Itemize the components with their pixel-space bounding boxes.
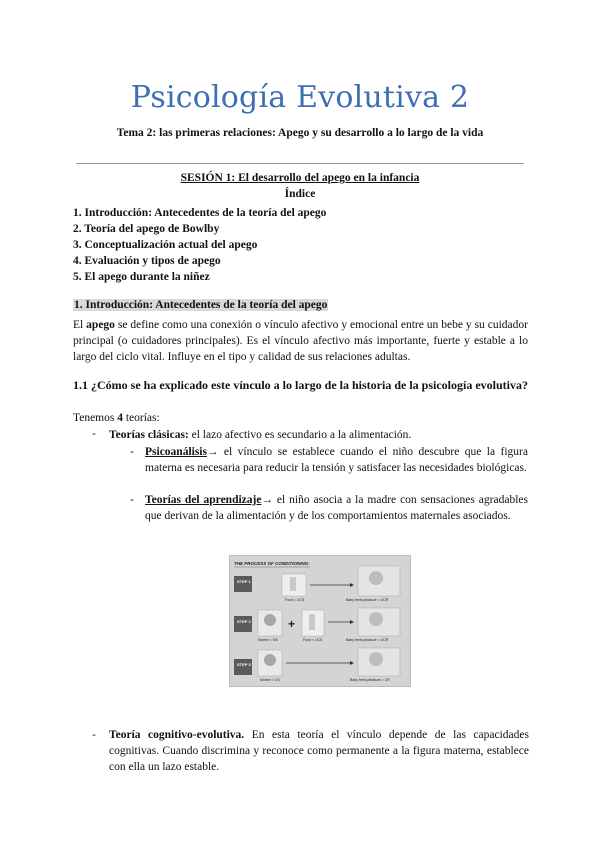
- index-heading: Índice: [284, 188, 316, 200]
- toc-item: 2. Teoría del apego de Bowlby: [73, 223, 220, 235]
- conditioning-diagram: [230, 556, 410, 686]
- toc-item: 5. El apego durante la niñez: [73, 271, 210, 283]
- aprendizaje-item: Teorías del aprendizaje→ el niño asocia a la madre con sensaciones agradables que derivan de la alimentación y de los comportamientos maternales asociados.: [145, 494, 528, 522]
- theories-intro: Tenemos 4 teorías:: [73, 412, 160, 424]
- table-of-contents: [73, 205, 326, 285]
- document-title: Psicología Evolutiva 2: [130, 80, 470, 115]
- svg-text:Mother = CS: Mother = CS: [260, 678, 280, 682]
- psicoanalisis-item: Psicoanálisis→ el vínculo se establece cuando el niño descubre que la figura materna es necesaria para reducir la tensión y satisfacer las necesidades biológicas.: [145, 446, 528, 474]
- apego-definition-paragraph: El apego se define como una conexión o vínculo afectivo y emocional entre un bebe y su cuidador principal (o cuidadores principales). Es el vínculo afectivo más importante, fuerte y estable a lo largo del ciclo vital. Influye en el tipo y calidad de sus relaciones adultas.: [73, 319, 528, 363]
- step1-label: STEP 1: [237, 579, 251, 584]
- document-subtitle: Tema 2: las primeras relaciones: Apego y su desarrollo a lo largo de la vida: [116, 127, 484, 139]
- conditioning-figure: [229, 555, 411, 687]
- step2-label: STEP 2: [237, 619, 251, 624]
- toc-item: 4. Evaluación y tipos de apego: [73, 255, 221, 267]
- bullet-dash: -: [92, 428, 96, 440]
- cognitive-theory-item: Teoría cognitivo-evolutiva. En esta teoría el vínculo depende de las capacidades cognitivas. Cuando discrimina y reconoce como permanente a la figura materna, establece con ella un lazo estable.: [109, 729, 529, 773]
- step3-label: STEP 3: [237, 662, 251, 667]
- svg-text:Food = UCS: Food = UCS: [303, 638, 323, 642]
- svg-text:Baby feels pleasure = UCR: Baby feels pleasure = UCR: [346, 638, 389, 642]
- toc-item: 3. Conceptualización actual del apego: [73, 239, 258, 251]
- bullet-dash: -: [92, 729, 96, 741]
- section-heading: 1. Introducción: Antecedentes de la teoría del apego: [74, 299, 328, 311]
- session-heading: SESIÓN 1: El desarrollo del apego en la infancia: [180, 172, 420, 184]
- svg-text:Food = UCS: Food = UCS: [285, 598, 305, 602]
- svg-text:Baby feels pleasure = CR: Baby feels pleasure = CR: [350, 678, 390, 682]
- toc-item: 1. Introducción: Antecedentes de la teoría del apego: [73, 207, 327, 219]
- bullet-dash: -: [130, 494, 134, 506]
- classic-theories-item: Teorías clásicas: el lazo afectivo es secundario a la alimentación.: [109, 429, 412, 441]
- question-heading: 1.1 ¿Cómo se ha explicado este vínculo a lo largo de la historia de la psicología evolutiva?: [73, 378, 528, 392]
- svg-text:Baby feels pleasure = UCR: Baby feels pleasure = UCR: [346, 598, 389, 602]
- svg-text:+: +: [288, 617, 296, 631]
- horizontal-rule: [76, 163, 524, 164]
- svg-text:Mother = NS: Mother = NS: [258, 638, 278, 642]
- bullet-dash: -: [130, 446, 134, 458]
- figure-title: THE PROCESS OF CONDITIONING:: [234, 561, 310, 566]
- apego-term: apego: [86, 319, 115, 331]
